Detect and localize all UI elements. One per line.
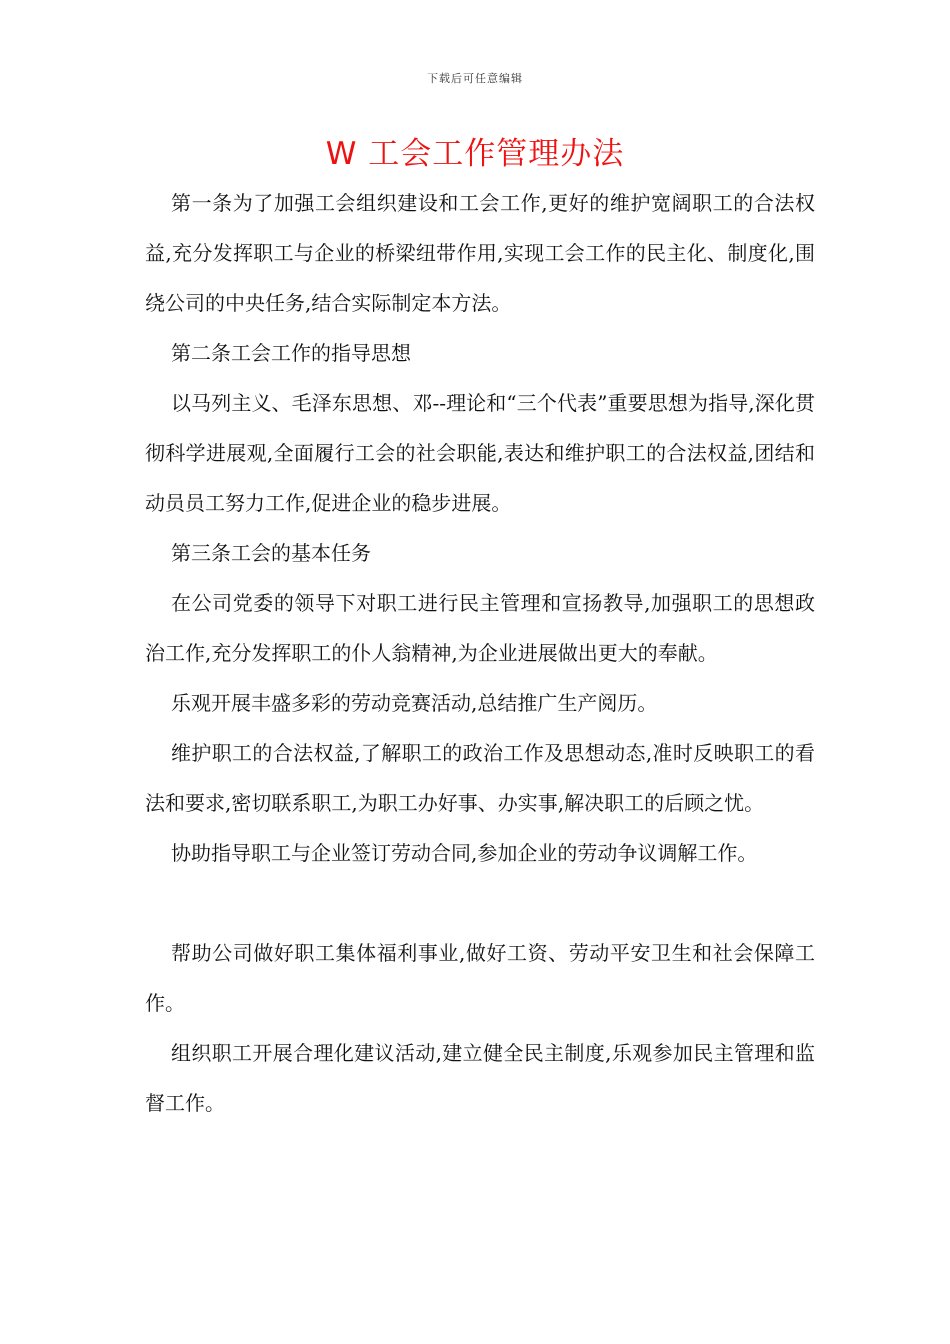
paragraph-task-1: 在公司党委的领导下对职工进行民主管理和宣扬教导,加强职工的思想政治工作,充分发挥职工的仆人翁精神,为企业进展做出更大的奉献。 (145, 591, 815, 665)
document-body (145, 178, 815, 1128)
heading-article-3: 第三条工会的基本任务 (171, 541, 371, 565)
paragraph-task-4: 协助指导职工与企业签订劳动合同,参加企业的劳动争议调解工作。 (171, 841, 758, 865)
paragraph-task-2: 乐观开展丰盛多彩的劳动竞赛活动,总结推广生产阅历。 (171, 691, 658, 715)
paragraph-task-3: 维护职工的合法权益,了解职工的政治工作及思想动态,准时反映职工的看法和要求,密切联系职工,为职工办好事、办实事,解决职工的后顾之忧。 (145, 741, 815, 815)
paragraph-task-5: 帮助公司做好职工集体福利事业,做好工资、劳动平安卫生和社会保障工作。 (145, 941, 815, 1015)
document-title: W 工会工作管理办法 (325, 136, 625, 172)
paragraph-guiding-ideology: 以马列主义、毛泽东思想、邓--理论和“三个代表”重要思想为指导,深化贯彻科学进展观,全面履行工会的社会职能,表达和维护职工的合法权益,团结和动员员工努力工作,促进企业的稳步进展。 (145, 391, 815, 515)
header-note: 下载后可任意编辑 (427, 72, 523, 85)
paragraph-article-1: 第一条为了加强工会组织建设和工会工作,更好的维护宽阔职工的合法权益,充分发挥职工与企业的桥梁纽带作用,实现工会工作的民主化、制度化,围绕公司的中央任务,结合实际制定本方法。 (145, 191, 815, 315)
paragraph-task-6: 组织职工开展合理化建议活动,建立健全民主制度,乐观参加民主管理和监督工作。 (145, 1041, 815, 1115)
heading-article-2: 第二条工会工作的指导思想 (171, 341, 411, 365)
